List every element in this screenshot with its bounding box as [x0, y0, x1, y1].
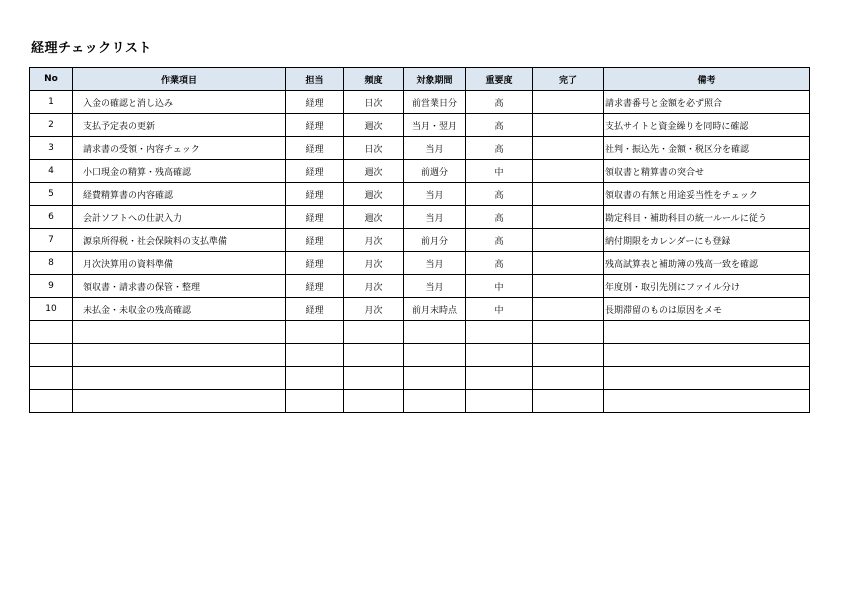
- table-row: [30, 321, 810, 344]
- cell-period: 前週分: [404, 160, 466, 183]
- cell-no: 9: [30, 275, 73, 298]
- cell-frequency: 週次: [344, 183, 404, 206]
- cell-note: [604, 390, 810, 413]
- cell-period: [404, 390, 466, 413]
- cell-note: 長期滞留のものは原因をメモ: [604, 298, 810, 321]
- table-row: [30, 298, 810, 321]
- cell-owner: 経理: [286, 137, 344, 160]
- cell-task: 経費精算書の内容確認: [73, 183, 286, 206]
- cell-no: 8: [30, 252, 73, 275]
- column-header-period: 対象期間: [404, 68, 466, 91]
- cell-done[interactable]: [533, 321, 604, 344]
- cell-owner: [286, 367, 344, 390]
- cell-task: 月次決算用の資料準備: [73, 252, 286, 275]
- cell-priority: 高: [466, 206, 533, 229]
- cell-done[interactable]: [533, 275, 604, 298]
- cell-note: 納付期限をカレンダーにも登録: [604, 229, 810, 252]
- cell-priority: [466, 344, 533, 367]
- cell-owner: [286, 390, 344, 413]
- cell-frequency: 月次: [344, 229, 404, 252]
- cell-priority: 中: [466, 298, 533, 321]
- cell-period: [404, 321, 466, 344]
- cell-frequency: [344, 321, 404, 344]
- cell-period: 前月分: [404, 229, 466, 252]
- cell-task: 小口現金の精算・残高確認: [73, 160, 286, 183]
- cell-frequency: [344, 367, 404, 390]
- table-row: [30, 137, 810, 160]
- column-header-task: 作業項目: [73, 68, 286, 91]
- cell-priority: 高: [466, 91, 533, 114]
- cell-owner: 経理: [286, 114, 344, 137]
- cell-owner: [286, 344, 344, 367]
- cell-priority: 高: [466, 252, 533, 275]
- cell-done[interactable]: [533, 114, 604, 137]
- cell-note: 領収書の有無と用途妥当性をチェック: [604, 183, 810, 206]
- cell-no: 1: [30, 91, 73, 114]
- column-header-frequency: 頻度: [344, 68, 404, 91]
- cell-no: 4: [30, 160, 73, 183]
- cell-frequency: 月次: [344, 252, 404, 275]
- cell-no: 2: [30, 114, 73, 137]
- cell-period: 当月: [404, 137, 466, 160]
- table-row: [30, 206, 810, 229]
- cell-owner: 経理: [286, 275, 344, 298]
- table-row: [30, 91, 810, 114]
- cell-task: 入金の確認と消し込み: [73, 91, 286, 114]
- cell-frequency: 週次: [344, 160, 404, 183]
- cell-frequency: 月次: [344, 275, 404, 298]
- cell-done[interactable]: [533, 160, 604, 183]
- cell-done[interactable]: [533, 206, 604, 229]
- column-header-priority: 重要度: [466, 68, 533, 91]
- cell-no: [30, 367, 73, 390]
- cell-done[interactable]: [533, 137, 604, 160]
- cell-frequency: 日次: [344, 137, 404, 160]
- cell-no: 3: [30, 137, 73, 160]
- table-row: [30, 390, 810, 413]
- table-row: [30, 114, 810, 137]
- column-header-note: 備考: [604, 68, 810, 91]
- cell-period: 当月・翌月: [404, 114, 466, 137]
- cell-priority: 高: [466, 183, 533, 206]
- cell-priority: 高: [466, 229, 533, 252]
- table-row: [30, 160, 810, 183]
- cell-priority: [466, 321, 533, 344]
- table-header-row: [30, 68, 810, 91]
- cell-task: [73, 344, 286, 367]
- cell-task: 領収書・請求書の保管・整理: [73, 275, 286, 298]
- column-header-owner: 担当: [286, 68, 344, 91]
- cell-task: [73, 321, 286, 344]
- table-row: [30, 275, 810, 298]
- cell-frequency: [344, 390, 404, 413]
- table-row: [30, 252, 810, 275]
- cell-done[interactable]: [533, 91, 604, 114]
- cell-done[interactable]: [533, 229, 604, 252]
- cell-no: [30, 321, 73, 344]
- cell-no: 10: [30, 298, 73, 321]
- cell-owner: 経理: [286, 229, 344, 252]
- cell-priority: 中: [466, 275, 533, 298]
- column-header-done: 完了: [533, 68, 604, 91]
- cell-done[interactable]: [533, 183, 604, 206]
- table-row: [30, 183, 810, 206]
- cell-task: 支払予定表の更新: [73, 114, 286, 137]
- cell-period: 当月: [404, 275, 466, 298]
- cell-priority: [466, 367, 533, 390]
- cell-task: 会計ソフトへの仕訳入力: [73, 206, 286, 229]
- cell-period: [404, 367, 466, 390]
- cell-task: 請求書の受領・内容チェック: [73, 137, 286, 160]
- cell-frequency: 日次: [344, 91, 404, 114]
- cell-note: 勘定科目・補助科目の統一ルールに従う: [604, 206, 810, 229]
- cell-frequency: [344, 344, 404, 367]
- cell-owner: 経理: [286, 252, 344, 275]
- cell-frequency: 週次: [344, 114, 404, 137]
- cell-note: [604, 321, 810, 344]
- cell-owner: 経理: [286, 160, 344, 183]
- table-body: [30, 91, 810, 413]
- cell-done[interactable]: [533, 344, 604, 367]
- cell-note: 請求書番号と金額を必ず照合: [604, 91, 810, 114]
- cell-owner: 経理: [286, 206, 344, 229]
- cell-owner: 経理: [286, 298, 344, 321]
- cell-period: 当月: [404, 183, 466, 206]
- cell-period: 前月末時点: [404, 298, 466, 321]
- table-row: [30, 344, 810, 367]
- cell-task: 未払金・未収金の残高確認: [73, 298, 286, 321]
- cell-task: [73, 367, 286, 390]
- cell-priority: [466, 390, 533, 413]
- cell-frequency: 週次: [344, 206, 404, 229]
- cell-owner: 経理: [286, 183, 344, 206]
- cell-no: 7: [30, 229, 73, 252]
- cell-period: 当月: [404, 206, 466, 229]
- cell-priority: 高: [466, 137, 533, 160]
- cell-note: 領収書と精算書の突合せ: [604, 160, 810, 183]
- cell-owner: 経理: [286, 91, 344, 114]
- cell-no: [30, 390, 73, 413]
- cell-period: 前営業日分: [404, 91, 466, 114]
- column-header-no: No: [30, 68, 73, 91]
- cell-task: [73, 390, 286, 413]
- cell-note: [604, 367, 810, 390]
- table-row: [30, 367, 810, 390]
- cell-note: 支払サイトと資金繰りを同時に確認: [604, 114, 810, 137]
- checklist-table: [29, 67, 810, 413]
- cell-note: 年度別・取引先別にファイル分け: [604, 275, 810, 298]
- cell-owner: [286, 321, 344, 344]
- cell-note: 社判・振込先・金額・税区分を確認: [604, 137, 810, 160]
- cell-done[interactable]: [533, 390, 604, 413]
- cell-note: [604, 344, 810, 367]
- table-row: [30, 229, 810, 252]
- cell-no: 5: [30, 183, 73, 206]
- cell-no: [30, 344, 73, 367]
- cell-done[interactable]: [533, 367, 604, 390]
- cell-done[interactable]: [533, 252, 604, 275]
- cell-note: 残高試算表と補助簿の残高一致を確認: [604, 252, 810, 275]
- cell-priority: 高: [466, 114, 533, 137]
- page-title: 経理チェックリスト: [31, 41, 152, 56]
- cell-priority: 中: [466, 160, 533, 183]
- cell-no: 6: [30, 206, 73, 229]
- cell-done[interactable]: [533, 298, 604, 321]
- cell-period: [404, 344, 466, 367]
- cell-period: 当月: [404, 252, 466, 275]
- cell-task: 源泉所得税・社会保険料の支払準備: [73, 229, 286, 252]
- cell-frequency: 月次: [344, 298, 404, 321]
